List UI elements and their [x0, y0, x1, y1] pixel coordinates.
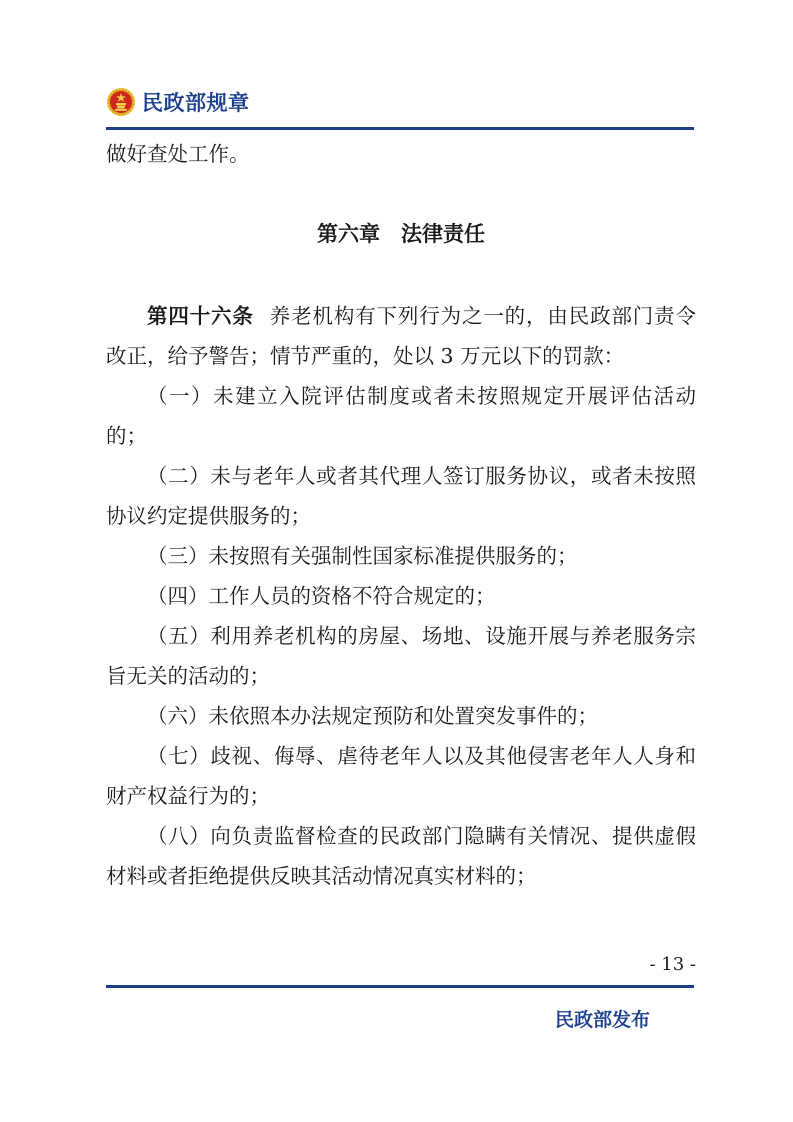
item-line-continued: 财产权益行为的； — [106, 784, 270, 808]
article-lead-line — [106, 296, 696, 336]
item-line-continued: 的； — [106, 424, 147, 448]
header-title: 民政部规章 — [142, 91, 250, 115]
continuation-line: 做好查处工作。 — [106, 142, 250, 166]
item-line: （八）向负责监督检查的民政部门隐瞒有关情况、提供虚假 — [147, 824, 696, 848]
item-line-continued: 协议约定提供服务的； — [106, 504, 311, 528]
footer-divider — [106, 985, 694, 988]
article-number: 第四十六条 — [147, 304, 254, 328]
national-emblem-icon — [106, 87, 136, 117]
article-body — [106, 296, 696, 896]
item-line: （四）工作人员的资格不符合规定的； — [147, 584, 496, 608]
item-line-continued: 材料或者拒绝提供反映其活动情况真实材料的； — [106, 864, 537, 888]
item-line: （六）未依照本办法规定预防和处置突发事件的； — [147, 704, 598, 728]
page-header — [106, 82, 250, 122]
continuation-paragraph — [106, 134, 696, 174]
chapter-title: 第六章 法律责任 — [317, 222, 485, 246]
page-number: - 13 - — [649, 954, 696, 975]
item-line: （五）利用养老机构的房屋、场地、设施开展与养老服务宗 — [147, 624, 696, 648]
item-line-continued: 旨无关的活动的； — [106, 664, 270, 688]
header-divider — [106, 127, 694, 130]
footer-title: 民政部发布 — [554, 1009, 650, 1031]
item-line: （七）歧视、侮辱、虐待老年人以及其他侵害老年人人身和 — [147, 744, 696, 768]
item-line: （一）未建立入院评估制度或者未按照规定开展评估活动 — [147, 384, 696, 408]
item-line: （二）未与老年人或者其代理人签订服务协议，或者未按照 — [147, 464, 696, 488]
article-lead-line-2: 改正，给予警告；情节严重的，处以 3 万元以下的罚款： — [106, 344, 625, 368]
article-lead-text: 养老机构有下列行为之一的，由民政部门责令 — [269, 304, 697, 328]
item-line: （三）未按照有关强制性国家标准提供服务的； — [147, 544, 578, 568]
